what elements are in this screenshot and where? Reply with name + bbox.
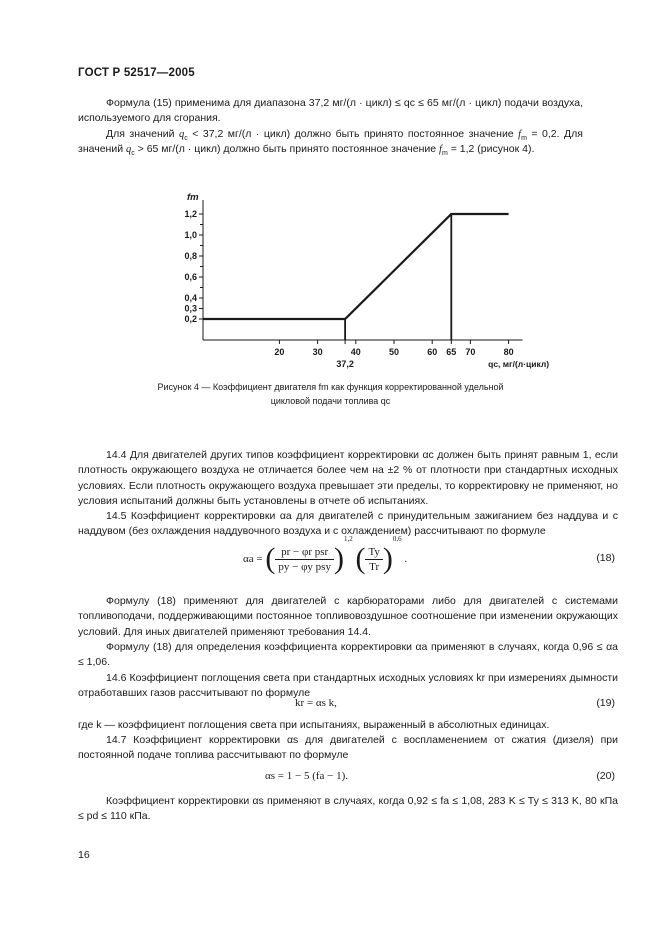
x-tick-label: 50 bbox=[388, 347, 400, 357]
y-tick-label: 0,2 bbox=[184, 314, 197, 324]
x-tick-label: 40 bbox=[350, 347, 361, 357]
chart-x-ticks bbox=[274, 340, 513, 369]
x-tick-label: 30 bbox=[312, 347, 323, 357]
equation-18: αa = ( $\frac{\text{pr − φr psr}}{\text{py − φy psy}}$ ) 1,2 ( $\frac{Ty}{Tr}$ ) 0,6 . bbox=[243, 535, 408, 575]
equation-20-number: (20) bbox=[596, 770, 615, 782]
y-tick-label: 0,4 bbox=[184, 293, 197, 303]
caption-line-2: цикловой подачи топлива qc bbox=[270, 396, 391, 406]
chart-y-ticks bbox=[184, 209, 203, 324]
y-tick-label: 0,3 bbox=[184, 303, 197, 314]
equation-19-where: где k — коэффициент поглощения света при испытаниях, выраженный в абсолютных единицах. bbox=[78, 719, 550, 731]
equation-19-number: (19) bbox=[596, 697, 615, 709]
after-18-paragraph-1: Формулу (18) применяют для двигателей с карбюраторами либо для двигателей с системами топливоподачи, поддерживающими постоянное топливовоздушное соотношение при изменении окружающих условий. Для иных двигателей применяют требования 14.4. bbox=[78, 595, 618, 638]
document-header: ГОСТ Р 52517—2005 bbox=[78, 67, 195, 79]
section-14-7-final: Коэффициент корректировки αs применяют в случаях, когда 0,92 ≤ fa ≤ 1,08, 283 K ≤ Ty ≤ 313 K, 80 кПа ≤ pd ≤ 110 кПа. bbox=[78, 795, 618, 823]
figure-4-chart bbox=[170, 182, 550, 369]
caption-line-1: Рисунок 4 — Коэффициент двигателя fm как функция корректированной удельной bbox=[157, 382, 504, 392]
x-tick-label: 65 bbox=[446, 347, 457, 357]
eq18-temperature-fraction: $\frac{Ty}{Tr}$ bbox=[365, 546, 382, 573]
equation-20: αs = 1 − 5 (fa − 1). bbox=[265, 770, 349, 782]
y-tick-label: 1,0 bbox=[184, 230, 197, 240]
x-tick-label: 70 bbox=[465, 347, 476, 357]
equation-19: kr = αs k, bbox=[295, 697, 337, 709]
x-tick-label: 60 bbox=[427, 347, 438, 357]
section-14-6: 14.6 Коэффициент поглощения света при стандартных исходных условиях kr при измерениях дымности отработавших газов рассчитывают по формуле bbox=[78, 672, 618, 700]
intro-paragraph-2: Для значений $q_c < 37,2$ мг/(л · цикл) должно быть принято постоянное значение $f_m = 0,2$. Для значений $q_c > 65$ мг/(л · цикл) должно быть принято постоянное значение $f_m = 1,2$ (рисунок 4). bbox=[78, 128, 583, 158]
section-14-4: 14.4 Для двигателей других типов коэффициент корректировки αc должен быть принят равным 1, если плотность окружающего воздуха не отличается более чем на ±2 % от плотности при стандартных исходных условиях. Если плотность окружающего воздуха превышает эти пределы, то корректировку не применяют, но условия испытаний должны быть установлены в отчете об испытаниях. bbox=[78, 449, 618, 507]
equation-18-number: (18) bbox=[596, 552, 615, 564]
eq18-lhs: αa = bbox=[243, 553, 263, 565]
section-14-5: 14.5 Коэффициент корректировки αa для двигателей с принудительным зажиганием без наддува и с наддувом (без охлаждения наддувочного воздуха и с охлаждением) рассчитывают по формуле bbox=[78, 510, 618, 538]
page-number: 16 bbox=[78, 849, 90, 861]
chart-series bbox=[203, 214, 509, 340]
x-axis-label: qc, мг/(л·цикл) bbox=[488, 359, 550, 369]
x-tick-label: 20 bbox=[274, 347, 285, 357]
y-axis-label: fm bbox=[187, 192, 199, 203]
intro-paragraph-1: Формула (15) применима для диапазона 37,2 мг/(л · цикл) ≤ qc ≤ 65 мг/(л · цикл) подачи воздуха, используемого для сгорания. bbox=[78, 97, 583, 125]
y-tick-label: 0,6 bbox=[184, 272, 197, 282]
section-14-7: 14.7 Коэффициент корректировки αs для двигателей с воспламенением от сжатия (дизеля) при постоянной подаче топлива рассчитывают по формуле bbox=[78, 734, 618, 762]
y-tick-label: 1,2 bbox=[184, 209, 197, 219]
x-tick-label: 37,2 bbox=[336, 359, 354, 369]
chart-axis-labels bbox=[187, 192, 549, 369]
y-tick-label: 0,8 bbox=[184, 251, 197, 261]
eq18-pressure-fraction: $\frac{\text{pr − φr psr}}{\text{py − φy psy}}$ bbox=[275, 546, 334, 573]
figure-4-caption bbox=[78, 380, 583, 408]
after-18-paragraph-2: Формулу (18) для определения коэффициента корректировки αa применяют в случаях, когда 0,96 ≤ αa ≤ 1,06. bbox=[78, 641, 618, 669]
x-tick-label: 80 bbox=[503, 347, 514, 357]
fm-curve bbox=[203, 214, 509, 319]
